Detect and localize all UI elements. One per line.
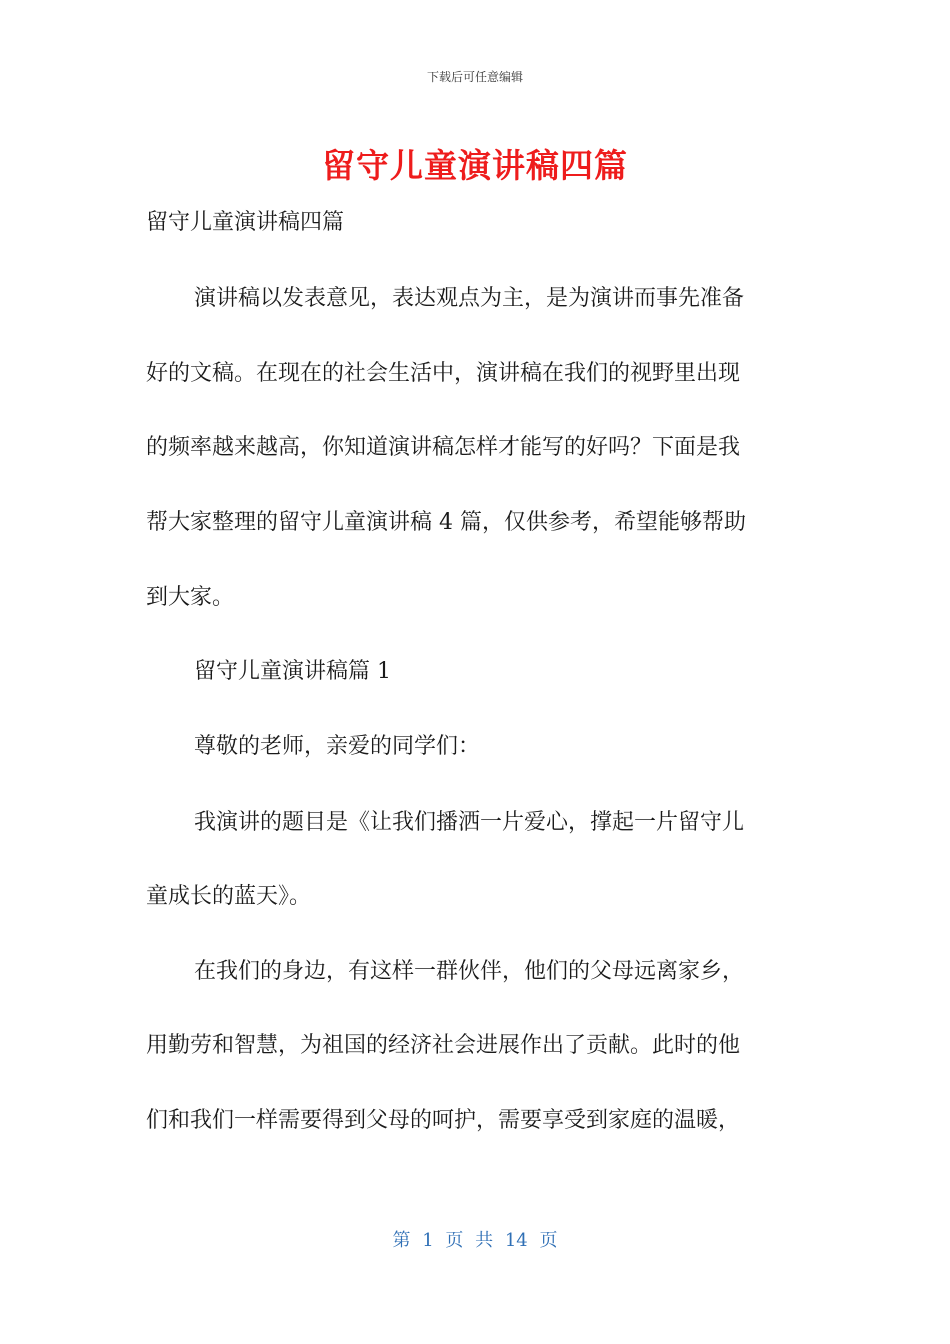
- body-line: 好的文稿。在现在的社会生活中，演讲稿在我们的视野里出现: [146, 361, 741, 386]
- header-note: 下载后可任意编辑: [426, 70, 523, 84]
- document-title: 留守儿童演讲稿四篇: [322, 146, 628, 185]
- body-line: 用勤劳和智慧，为祖国的经济社会进展作出了贡献。此时的他: [146, 1033, 741, 1058]
- body-line: 演讲稿以发表意见，表达观点为主，是为演讲而事先准备: [194, 286, 745, 311]
- body-line: 童成长的蓝天》。: [146, 884, 312, 909]
- body-line-subtitle: 留守儿童演讲稿四篇: [146, 210, 345, 235]
- body-line: 到大家。: [146, 585, 235, 610]
- salutation: 尊敬的老师，亲爱的同学们：: [194, 734, 481, 759]
- body-line: 们和我们一样需要得到父母的呵护，需要享受到家庭的温暖，: [146, 1108, 741, 1133]
- body-line: 帮大家整理的留守儿童演讲稿 4 篇，仅供参考，希望能够帮助: [146, 510, 746, 535]
- page-number: 第 1 页 共 14 页: [392, 1230, 558, 1251]
- body-line: 在我们的身边，有这样一群伙伴，他们的父母远离家乡，: [194, 959, 745, 984]
- section-heading: 留守儿童演讲稿篇 1: [194, 659, 391, 684]
- body-line: 的频率越来越高，你知道演讲稿怎样才能写的好吗？下面是我: [146, 435, 741, 460]
- body-line: 我演讲的题目是《让我们播洒一片爱心，撑起一片留守儿: [194, 810, 745, 835]
